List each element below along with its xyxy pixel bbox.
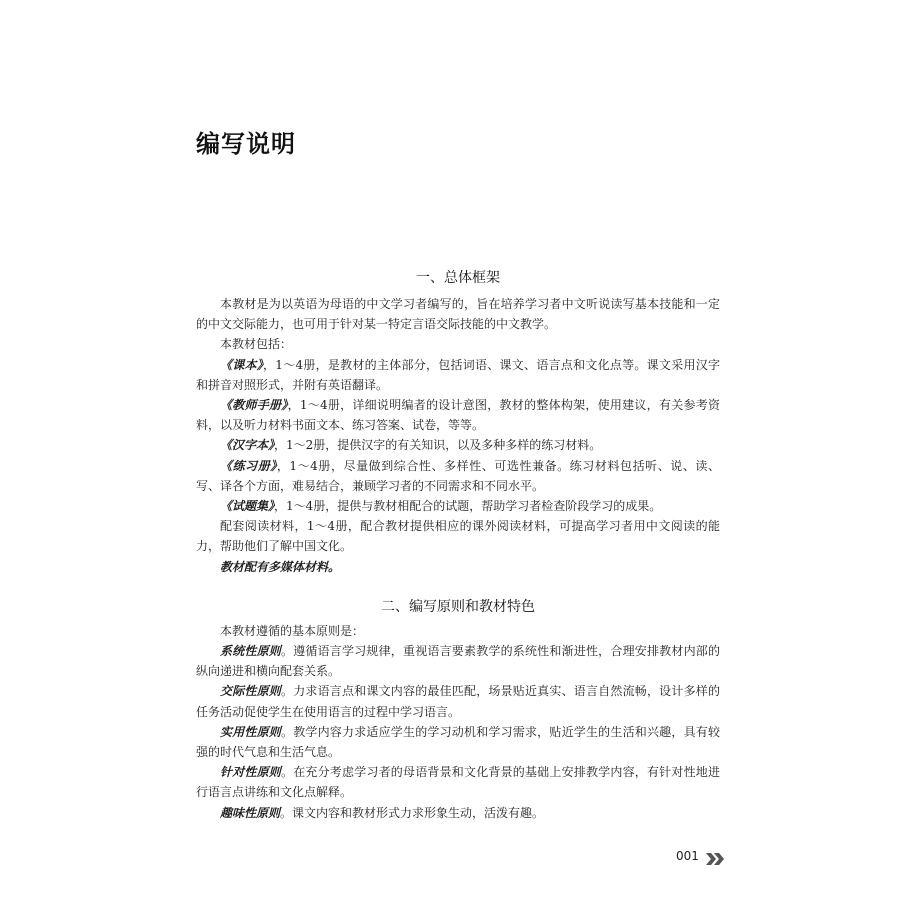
paragraph-test-collection: 《试题集》，1～4册，提供与教材相配合的试题，帮助学习者检查阶段学习的成果。 (220, 499, 662, 514)
paragraph: 本教材遵循的基本原则是： (220, 623, 365, 638)
term-teacher-manual: 《教师手册》 (220, 398, 288, 413)
paragraph-communicative-principle: 交际性原则。力求语言点和课文内容的最佳匹配，场景贴近真实、语言自然流畅，设计多样的任务活动促使学生在使用语言的过程中学习语言。 (196, 684, 720, 719)
section-heading-overall-framework: 一、总体框架 (416, 270, 500, 286)
paragraph: 本教材是为以英语为母语的中文学习者编写的，旨在培养学习者中文听说读写基本技能和一定的中文交际能力，也可用于针对某一特定言语交际技能的中文教学。 (196, 297, 720, 332)
main-content (196, 268, 720, 823)
term-targeted-principle: 针对性原则 (220, 765, 281, 780)
term-character-book: 《汉字本》 (220, 438, 275, 453)
term-practical-principle: 实用性原则 (220, 724, 281, 739)
term-multimedia: 教材配有多媒体材料。 (220, 559, 341, 574)
term-textbook: 《课本》 (220, 357, 264, 372)
double-chevron-right-icon (705, 850, 725, 862)
term-systematic-principle: 系统性原则 (220, 644, 281, 659)
paragraph-reading-materials: 配套阅读材料，1～4册，配合教材提供相应的课外阅读材料，可提高学习者用中文阅读的能力，帮助他们了解中国文化。 (196, 519, 720, 554)
page-footer (676, 849, 725, 863)
term-test-collection: 《试题集》 (220, 499, 275, 514)
paragraph-teacher-manual: 《教师手册》，1～4册，详细说明编者的设计意图，教材的整体构架，使用建议，有关参考资料，以及听力材料书面文本、练习答案、试卷，等等。 (196, 398, 720, 433)
paragraph: 本教材包括： (220, 337, 293, 352)
paragraph-multimedia (196, 557, 720, 577)
paragraph-textbook: 《课本》，1～4册，是教材的主体部分，包括词语、课文、语言点和文化点等。课文采用汉字和拼音对照形式，并附有英语翻译。 (196, 357, 720, 392)
page-number: 001 (676, 849, 699, 863)
paragraph-workbook: 《练习册》，1～4册，尽量做到综合性、多样性、可选性兼备。练习材料包括听、说、读、写、译各个方面，难易结合，兼顾学习者的不同需求和不同水平。 (196, 458, 720, 493)
paragraph-character-book: 《汉字本》，1～2册，提供汉字的有关知识，以及多种多样的练习材料。 (220, 438, 602, 453)
page-title: 编写说明 (196, 130, 296, 158)
term-interest-principle: 趣味性原则 (220, 805, 281, 820)
paragraph-systematic-principle: 系统性原则。遵循语言学习规律，重视语言要素教学的系统性和渐进性，合理安排教材内部的纵向递进和横向配套关系。 (196, 644, 720, 679)
term-communicative-principle: 交际性原则 (220, 684, 281, 699)
section-heading-principles: 二、编写原则和教材特色 (381, 598, 535, 615)
term-workbook: 《练习册》 (220, 458, 277, 473)
paragraph-interest-principle: 趣味性原则。课文内容和教材形式力求形象生动，活泼有趣。 (220, 805, 545, 820)
paragraph-practical-principle: 实用性原则。教学内容力求适应学生的学习动机和学习需求，贴近学生的生活和兴趣，具有较强的时代气息和生活气息。 (196, 724, 720, 760)
paragraph-targeted-principle: 针对性原则。在充分考虑学习者的母语背景和文化背景的基础上安排教学内容，有针对性地进行语言点讲练和文化点解释。 (196, 765, 720, 800)
